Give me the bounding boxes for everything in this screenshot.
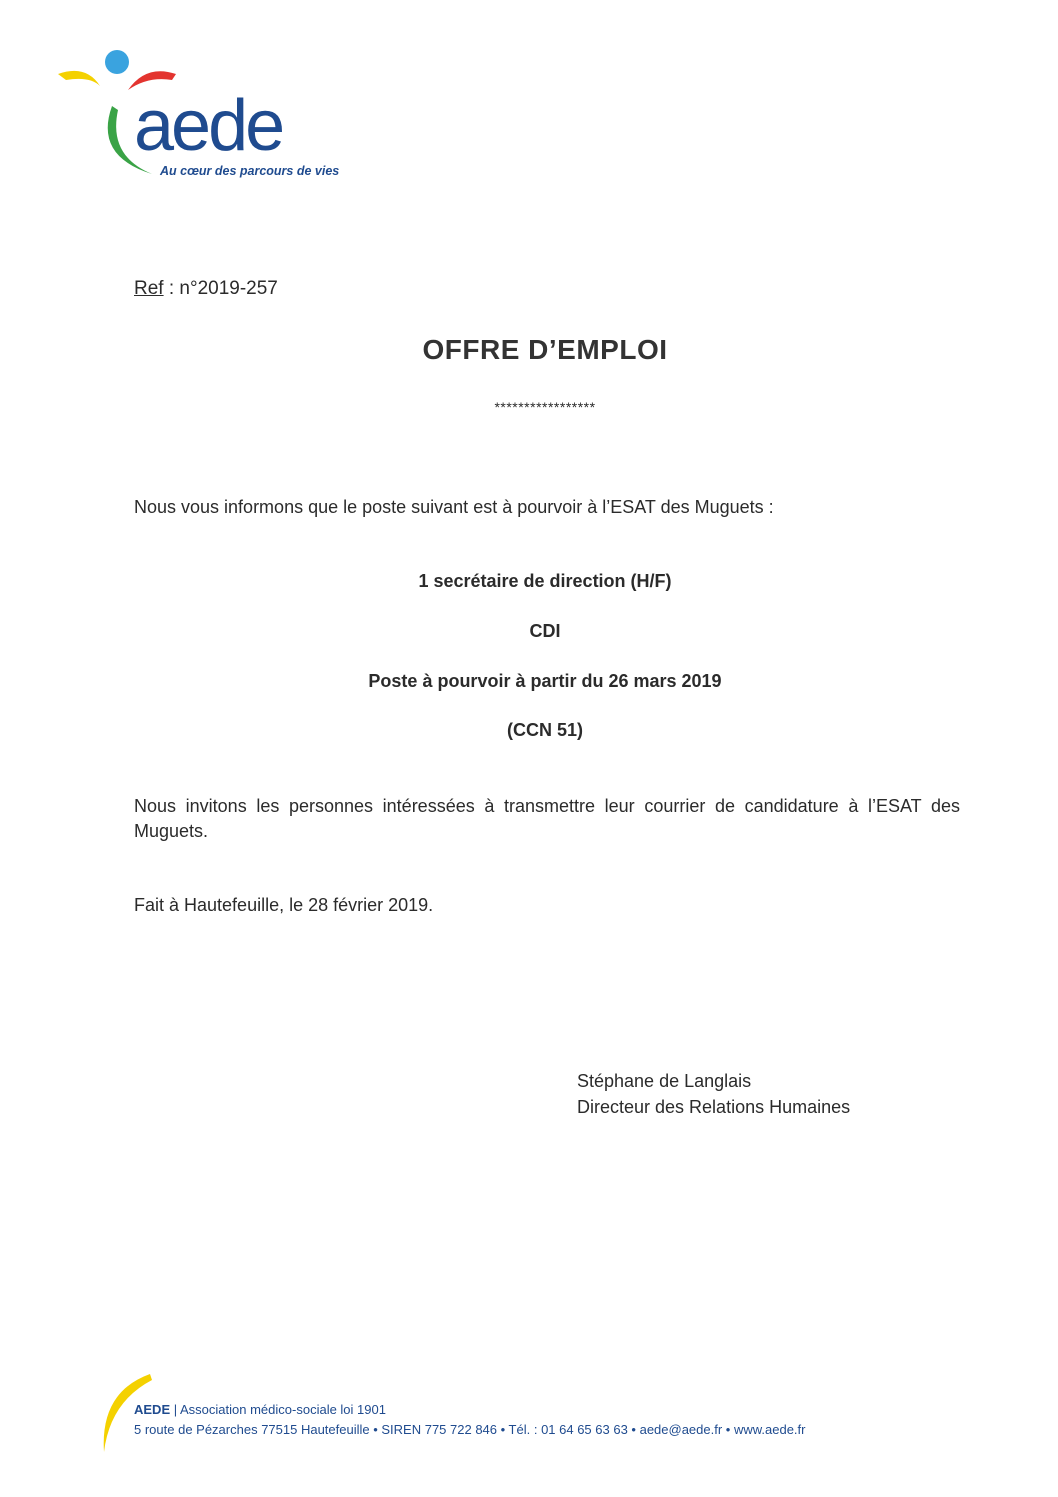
collective-agreement: (CCN 51) xyxy=(506,720,583,740)
logo-tagline: Au cœur des parcours de vies xyxy=(160,164,340,178)
contract-type: CDI xyxy=(529,621,561,641)
signature-block xyxy=(577,1068,850,1120)
reference xyxy=(134,278,278,300)
aede-logo xyxy=(56,46,356,186)
logo-wordmark: aede xyxy=(134,86,283,166)
logo-dot-icon xyxy=(105,50,129,74)
reference-value: : n°2019-257 xyxy=(163,278,278,299)
title-separator: ***************** xyxy=(494,399,596,415)
invitation-paragraph: Nous invitons les personnes intéressées à transmettre leur courrier de candidature à l’ESAT des Muguets. xyxy=(134,796,960,841)
signatory-title: Directeur des Relations Humaines xyxy=(577,1097,851,1117)
document-title: OFFRE D’EMPLOI xyxy=(422,334,668,365)
footer-brand: AEDE xyxy=(134,1402,171,1417)
signatory-name: Stéphane de Langlais xyxy=(577,1071,752,1091)
footer-line-1 xyxy=(134,1400,805,1420)
footer-address: 5 route de Pézarches 77515 Hautefeuille • SIREN 775 722 846 • Tél. : 01 64 65 63 63 • aede@aede.fr • www.aede.fr xyxy=(134,1422,806,1437)
start-date: Poste à pourvoir à partir du 26 mars 2019 xyxy=(368,671,722,691)
footer xyxy=(134,1400,805,1440)
logo-yellow-swoosh-icon xyxy=(58,71,100,86)
place-date: Fait à Hautefeuille, le 28 février 2019. xyxy=(134,895,434,915)
footer-association: Association médico-sociale loi 1901 xyxy=(180,1402,386,1417)
job-title: 1 secrétaire de direction (H/F) xyxy=(418,571,672,591)
intro-paragraph: Nous vous informons que le poste suivant est à pourvoir à l’ESAT des Muguets : xyxy=(134,497,774,517)
reference-label: Ref xyxy=(134,278,164,299)
aede-logo-graphic xyxy=(56,46,356,186)
footer-separator: | xyxy=(170,1402,181,1417)
